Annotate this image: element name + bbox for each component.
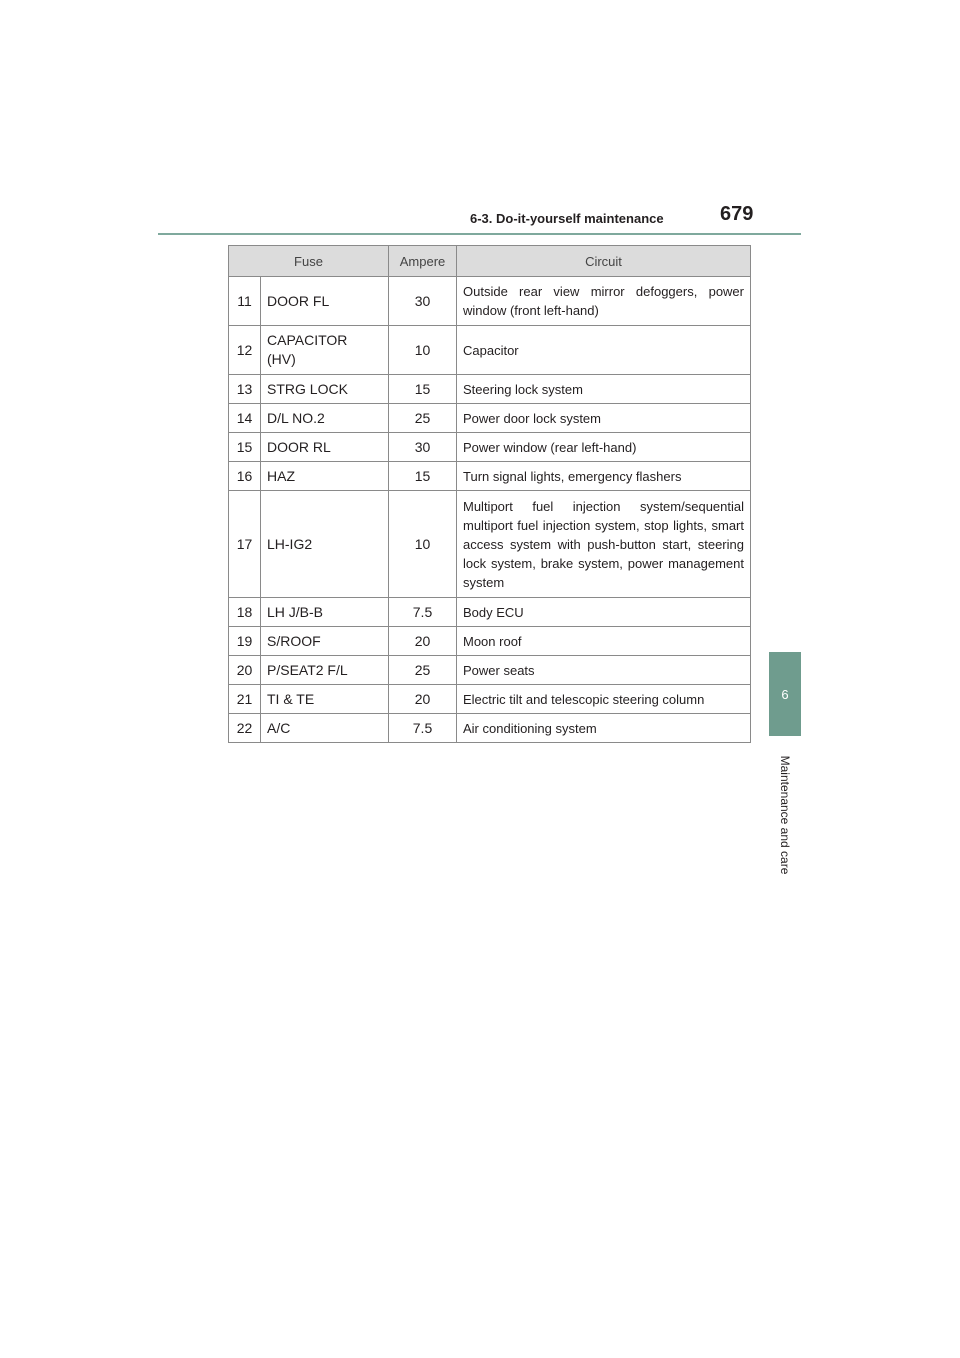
fuse-name: D/L NO.2 — [261, 404, 389, 433]
fuse-name: DOOR FL — [261, 277, 389, 326]
chapter-tab: 6 — [769, 652, 801, 736]
fuse-number: 15 — [229, 433, 261, 462]
fuse-name: HAZ — [261, 462, 389, 491]
table-row — [229, 433, 751, 462]
fuse-ampere: 15 — [389, 375, 457, 404]
chapter-label: Maintenance and care — [778, 755, 792, 875]
header-circuit: Circuit — [457, 246, 751, 277]
fuse-number: 21 — [229, 685, 261, 714]
fuse-number: 18 — [229, 598, 261, 627]
fuse-circuit: Electric tilt and telescopic steering column — [457, 685, 751, 714]
fuse-name: LH-IG2 — [261, 491, 389, 598]
fuse-number: 17 — [229, 491, 261, 598]
fuse-circuit: Outside rear view mirror defoggers, power window (front left-hand) — [457, 277, 751, 326]
fuse-circuit: Moon roof — [457, 627, 751, 656]
section-title: 6-3. Do-it-yourself maintenance — [470, 211, 664, 226]
fuse-number: 14 — [229, 404, 261, 433]
fuse-circuit: Body ECU — [457, 598, 751, 627]
fuse-ampere: 15 — [389, 462, 457, 491]
fuse-name: A/C — [261, 714, 389, 743]
fuse-ampere: 30 — [389, 277, 457, 326]
table-row — [229, 656, 751, 685]
fuse-name: P/SEAT2 F/L — [261, 656, 389, 685]
table-row — [229, 627, 751, 656]
page-number: 679 — [720, 203, 754, 225]
fuse-circuit: Power window (rear left-hand) — [457, 433, 751, 462]
table-row — [229, 491, 751, 598]
fuse-circuit: Power seats — [457, 656, 751, 685]
table-row — [229, 277, 751, 326]
fuse-ampere: 10 — [389, 491, 457, 598]
fuse-number: 13 — [229, 375, 261, 404]
fuse-number: 19 — [229, 627, 261, 656]
fuse-name: S/ROOF — [261, 627, 389, 656]
fuse-number: 12 — [229, 326, 261, 375]
table-header-row — [229, 246, 751, 277]
fuse-number: 20 — [229, 656, 261, 685]
header-rule — [158, 233, 801, 235]
fuse-number: 22 — [229, 714, 261, 743]
table-row — [229, 714, 751, 743]
fuse-number: 11 — [229, 277, 261, 326]
fuse-circuit: Air conditioning system — [457, 714, 751, 743]
header-fuse: Fuse — [229, 246, 389, 277]
fuse-ampere: 25 — [389, 404, 457, 433]
fuse-circuit: Multiport fuel injection system/sequential multiport fuel injection system, stop lights, smart access system with push-button start, steering lock system, brake system, power management system — [457, 491, 751, 598]
fuse-circuit: Power door lock system — [457, 404, 751, 433]
table-row — [229, 375, 751, 404]
fuse-table — [228, 245, 751, 743]
table-row — [229, 685, 751, 714]
fuse-name: TI & TE — [261, 685, 389, 714]
fuse-ampere: 25 — [389, 656, 457, 685]
table-row — [229, 462, 751, 491]
fuse-name: CAPACITOR (HV) — [261, 326, 389, 375]
fuse-circuit: Steering lock system — [457, 375, 751, 404]
fuse-name: LH J/B-B — [261, 598, 389, 627]
fuse-circuit: Capacitor — [457, 326, 751, 375]
fuse-ampere: 20 — [389, 627, 457, 656]
fuse-ampere: 20 — [389, 685, 457, 714]
fuse-ampere: 7.5 — [389, 714, 457, 743]
fuse-ampere: 30 — [389, 433, 457, 462]
fuse-ampere: 7.5 — [389, 598, 457, 627]
table-row — [229, 598, 751, 627]
table-row — [229, 326, 751, 375]
fuse-name: DOOR RL — [261, 433, 389, 462]
fuse-ampere: 10 — [389, 326, 457, 375]
fuse-number: 16 — [229, 462, 261, 491]
header-ampere: Ampere — [389, 246, 457, 277]
fuse-circuit: Turn signal lights, emergency flashers — [457, 462, 751, 491]
fuse-name: STRG LOCK — [261, 375, 389, 404]
table-row — [229, 404, 751, 433]
